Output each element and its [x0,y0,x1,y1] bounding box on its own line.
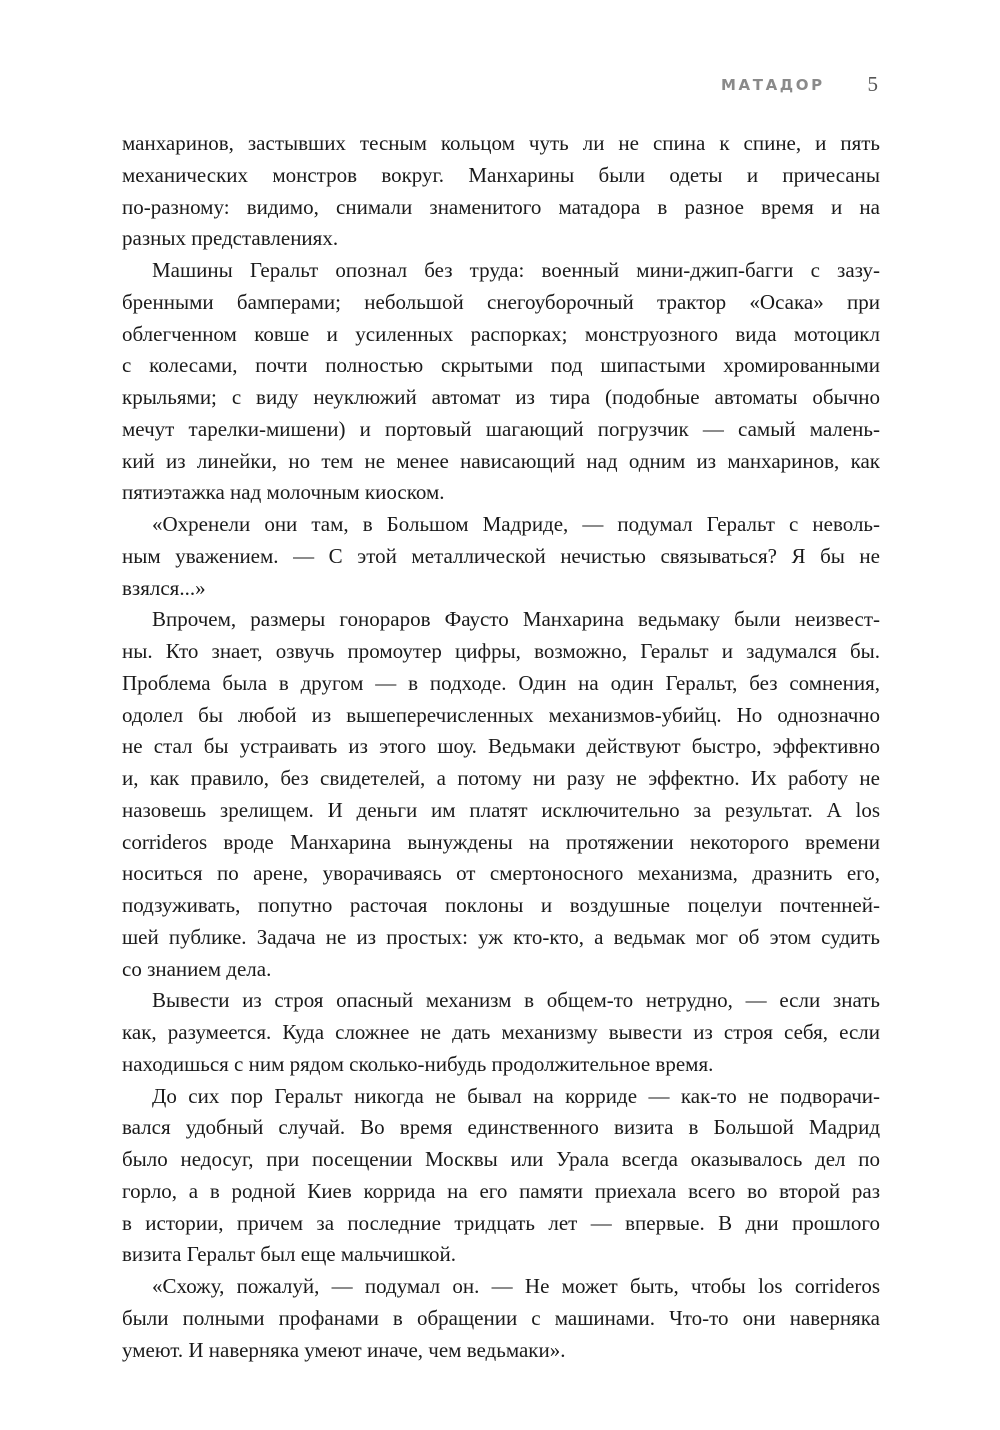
text-line: Вывести из строя опасный механизм в общем-то нетрудно, — если знать [152,988,880,1013]
paragraph [122,985,880,1080]
text-line: по-разному: видимо, снимали знаменитого матадора в разное время и на [122,194,880,219]
page-number: 5 [867,72,878,96]
text-line: ным уважением. — С этой металлической нечистью связываться? Я бы не [122,543,880,568]
text-line: Машины Геральт опознал без труда: военный мини-джип-багги с зазу- [152,258,880,282]
text-line: До сих пор Геральт никогда не бывал на корриде — как-то не подворачи- [152,1083,880,1108]
running-head [700,72,880,100]
text-line: разных представлениях. [122,226,339,251]
text-line: крыльями; с виду неуклюжий автомат из тира (подобные автоматы обычно [122,385,880,409]
text-line: механических монстров вокруг. Манхарины были одеты и причесаны [122,162,880,187]
text-line: шей публике. Задача не из простых: уж кто-кто, а ведьмак мог об этом судить [122,924,880,949]
paragraph [122,604,880,985]
text-line: подзуживать, попутно расточая поклоны и воздушные поцелуи почтенней- [122,893,880,917]
text-line: corrideros вроде Манхарина вынуждены на протяжении некоторого времени [122,829,880,854]
text-line: Проблема была в другом — в подходе. Один на один Геральт, без сомнения, [122,670,880,695]
text-line: носиться по арене, уворачиваясь от смертоносного механизма, дразнить его, [122,861,880,886]
text-line: не стал бы устраивать из этого шоу. Ведьмаки действуют быстро, эффективно [122,734,880,759]
text-line: Впрочем, размеры гонораров Фаусто Манхарина ведьмаку были неизвест- [152,607,880,632]
body-text [122,128,880,1366]
text-line: «Схожу, пожалуй, — подумал он. — Не может быть, чтобы los corrideros [152,1274,880,1298]
paragraph [122,509,880,604]
text-line: со знанием дела. [122,956,272,981]
paragraph [122,255,880,509]
text-line: визита Геральт был еще мальчишкой. [122,1242,457,1267]
text-line: было недосуг, при посещении Москвы или Урала всегда оказывалось дел по [122,1147,880,1171]
running-title: МАТАДОР [721,76,825,94]
text-line: облегченном ковше и усиленных распорках; монструозного вида мотоцикл [122,321,880,346]
text-line: мечут тарелки-мишени) и портовый шагающий погрузчик — самый малень- [122,416,880,441]
text-line: в истории, причем за последние тридцать лет — впервые. В дни прошлого [122,1210,880,1235]
paragraph [122,1081,880,1272]
text-line: одолел бы любой из вышеперечисленных механизмов-убийц. Но однозначно [122,702,880,727]
text-line: с колесами, почти полностью скрытыми под шипастыми хромированными [122,353,880,378]
text-line: назовешь зрелищем. И деньги им платят исключительно за результат. А los [122,797,880,822]
text-line: как, разумеется. Куда сложнее не дать механизму вывести из строя себя, если [122,1020,880,1044]
text-line: пятиэтажка над молочным киоском. [122,480,445,505]
text-line: были полными профанами в обращении с машинами. Что-то они наверняка [122,1305,880,1330]
text-line: «Охренели они там, в Большом Мадриде, — подумал Геральт с неволь- [152,512,880,536]
text-line: и, как правило, без свидетелей, а потому ни разу не эффектно. Их работу не [122,766,880,790]
text-line: умеют. И наверняка умеют иначе, чем ведьмаки». [122,1337,566,1362]
text-line: горло, а в родной Киев коррида на его памяти приехала всего во второй раз [122,1178,880,1203]
text-line: ны. Кто знает, озвучь промоутер цифры, возможно, Геральт и задумался бы. [122,639,880,663]
text-line: находишься с ним рядом сколько-нибудь продолжительное время. [122,1051,714,1076]
text-line: вался удобный случай. Во время единственного визита в Большой Мадрид [122,1115,880,1140]
text-line: бренными бамперами; небольшой снегоуборочный трактор «Осака» при [122,289,880,314]
paragraph [122,1271,880,1366]
text-line: взялся...» [122,575,206,600]
text-line: манхаринов, застывших тесным кольцом чуть ли не спина к спине, и пять [122,131,880,155]
text-line: кий из линейки, но тем не менее нависающий над одним из манхаринов, как [122,448,880,473]
paragraph [122,128,880,255]
